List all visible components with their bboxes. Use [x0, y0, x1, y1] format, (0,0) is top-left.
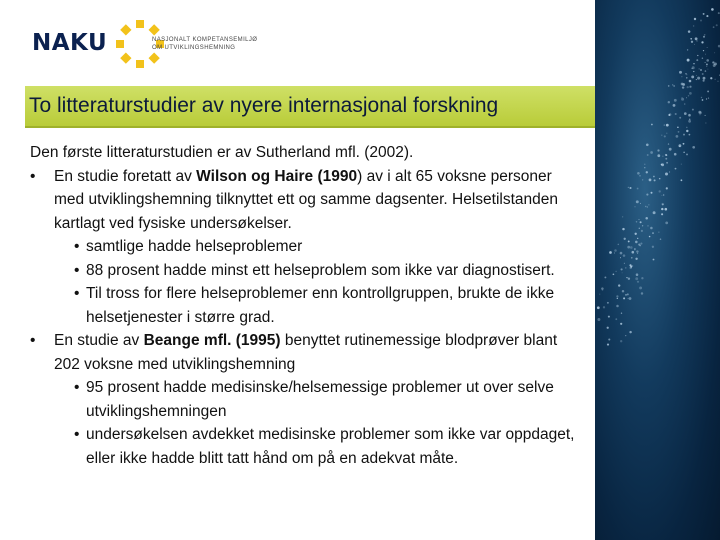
particle	[629, 297, 632, 300]
particle	[702, 99, 704, 101]
particle	[703, 80, 705, 82]
particle	[640, 203, 641, 204]
particle	[640, 221, 642, 223]
finding-text: samtlige hadde helseproblemer	[86, 238, 303, 255]
finding-text: Til tross for flere helseproblemer enn kontrollgruppen, brukte de ikke helsetjenester i større grad.	[86, 285, 555, 326]
slide-body	[30, 141, 580, 470]
particle	[701, 97, 702, 98]
particle	[668, 143, 669, 144]
particle	[682, 86, 684, 88]
particle	[716, 24, 718, 26]
particle	[647, 225, 648, 226]
particle	[665, 158, 667, 160]
particle	[604, 276, 606, 278]
particle	[694, 18, 696, 20]
finding-text: 88 prosent hadde minst ett helseproblem som ikke var diagnostisert.	[86, 261, 555, 279]
bullet: •	[30, 332, 36, 349]
particle	[634, 250, 635, 251]
particle	[649, 179, 652, 182]
particle	[689, 134, 691, 136]
particle	[631, 257, 633, 259]
particle	[689, 119, 691, 121]
particle	[674, 153, 677, 156]
particle	[683, 143, 685, 145]
particle	[603, 306, 605, 308]
particle	[693, 25, 694, 26]
particle	[624, 263, 625, 264]
particle	[637, 188, 639, 190]
slide-title-bar	[25, 86, 595, 128]
particle	[692, 146, 695, 149]
particle	[636, 221, 638, 223]
logo-subtitle-line2: OM UTVIKLINGSHEMNING	[152, 45, 236, 51]
particle	[700, 20, 702, 22]
particle	[647, 154, 649, 156]
particle	[597, 306, 600, 309]
particle	[703, 36, 705, 38]
particle	[618, 284, 620, 286]
particle	[624, 238, 626, 240]
particle	[666, 187, 668, 189]
particle	[683, 134, 685, 136]
particle	[637, 238, 638, 239]
particle	[661, 135, 662, 136]
study-reference: Wilson og Haire (1990	[196, 167, 358, 185]
particle	[607, 302, 609, 304]
particle	[613, 273, 615, 275]
particle	[660, 238, 662, 240]
particle	[657, 154, 660, 157]
particle	[636, 273, 639, 276]
particle	[616, 295, 618, 297]
particle	[675, 168, 677, 170]
particle	[614, 253, 615, 254]
particle	[642, 225, 643, 226]
decorative-side-panel	[595, 0, 720, 540]
particle	[646, 194, 648, 196]
sun-ray	[148, 52, 159, 63]
particle	[639, 219, 640, 220]
particle	[688, 114, 691, 117]
particle	[702, 73, 704, 75]
bullet: •	[74, 238, 80, 255]
logo-subtitle-line1: NASJONALT KOMPETANSEMILJØ	[152, 37, 258, 43]
particle	[625, 335, 626, 336]
findings-list	[30, 376, 580, 470]
particle	[652, 232, 654, 234]
particle	[625, 294, 627, 296]
particle	[608, 316, 610, 318]
particle	[679, 117, 681, 119]
particle	[623, 254, 626, 257]
findings-list	[30, 235, 580, 329]
particle	[678, 144, 681, 147]
study-reference: Beange mfl. (1995)	[143, 332, 281, 349]
particle	[688, 30, 691, 32]
particle	[688, 120, 691, 123]
particle	[639, 228, 640, 229]
finding-item	[30, 376, 580, 423]
particle	[615, 318, 617, 320]
particle	[704, 34, 706, 36]
bullet: •	[74, 426, 80, 443]
particle	[700, 69, 702, 71]
particle	[651, 124, 653, 126]
particle	[694, 44, 695, 45]
particle	[662, 156, 663, 157]
particle	[652, 246, 654, 248]
particle	[653, 211, 656, 214]
particle	[687, 86, 689, 88]
particle	[657, 149, 659, 151]
particle	[664, 135, 666, 137]
particle	[687, 59, 690, 62]
sun-ray	[116, 40, 124, 48]
particle	[673, 85, 674, 86]
particle	[689, 80, 692, 83]
particle	[705, 62, 706, 63]
slide-title: To litteraturstudier av nyere internasjonal forskning	[29, 94, 499, 117]
particle	[621, 268, 623, 270]
particle	[692, 66, 695, 69]
study-text-post: benyttet rutinemessige blodprøver blant 202 voksne med utviklingshemning	[54, 332, 558, 373]
finding-text: undersøkelsen avdekket medisinske problemer som ikke var oppdaget, eller ikke hadde blitt tatt hånd om på en adekvat måte.	[86, 426, 575, 467]
particle	[705, 54, 706, 55]
particle	[668, 101, 670, 103]
particle	[618, 244, 620, 246]
particle	[672, 84, 673, 85]
particle	[706, 63, 708, 65]
particle	[649, 236, 651, 238]
study-text-pre: En studie foretatt av	[54, 167, 197, 185]
particle	[714, 52, 715, 53]
particle	[621, 313, 622, 314]
particle	[635, 277, 638, 280]
particle	[602, 289, 603, 290]
finding-item	[30, 423, 580, 470]
particle	[651, 192, 653, 194]
particle	[668, 114, 670, 116]
particle	[661, 213, 663, 215]
particle	[688, 95, 690, 97]
particle	[620, 323, 622, 325]
particle	[634, 206, 635, 207]
particle-texture	[595, 0, 720, 540]
particle	[665, 222, 668, 225]
particle	[617, 298, 618, 299]
particle	[711, 8, 714, 11]
particle	[696, 75, 697, 76]
particle	[644, 167, 645, 168]
particle	[684, 112, 687, 115]
particle	[713, 26, 715, 28]
particle	[625, 267, 626, 268]
particle	[668, 85, 670, 87]
particle	[635, 241, 638, 244]
particle	[615, 271, 616, 272]
particle	[686, 97, 687, 98]
particle	[609, 251, 612, 254]
particle	[628, 187, 629, 188]
particle	[706, 66, 707, 67]
particle	[666, 133, 667, 134]
logo-wordmark: NAKU	[32, 30, 108, 56]
sun-ray	[136, 20, 144, 28]
particle	[654, 179, 656, 181]
bullet: •	[30, 167, 36, 185]
particle	[647, 206, 648, 207]
particle	[620, 257, 621, 258]
particle	[661, 208, 663, 210]
particle	[705, 70, 707, 72]
particle	[664, 208, 667, 211]
particle	[715, 79, 716, 80]
sun-ray	[136, 60, 144, 68]
finding-text: 95 prosent hadde medisinske/helsemessige problemer ut over selve utviklingshemningen	[86, 379, 554, 420]
particle	[679, 146, 680, 147]
particle	[637, 172, 640, 175]
particle	[635, 233, 637, 235]
particle	[627, 293, 629, 295]
particle	[686, 130, 688, 132]
particle	[674, 99, 677, 102]
intro-text: Den første litteraturstudien er av Sutherland mfl. (2002).	[30, 144, 414, 161]
particle	[702, 58, 703, 59]
study-text-post: ) av i alt 65 voksne personer med utviklingshemning tilknyttet ett og samme dagsenter. Helsetilstanden kartlagt ved fysiske undersøkelser.	[54, 167, 559, 232]
particle	[703, 13, 705, 15]
particle	[681, 179, 683, 181]
particle	[675, 113, 677, 115]
particle	[637, 253, 638, 254]
finding-item	[30, 235, 580, 259]
particle	[636, 250, 638, 252]
particle	[706, 59, 709, 62]
particle	[597, 318, 600, 321]
particle	[696, 79, 697, 80]
particle	[697, 55, 698, 56]
studies-list	[30, 165, 580, 471]
particle	[705, 122, 706, 123]
particle	[653, 259, 655, 261]
sun-ray	[120, 52, 131, 63]
particle	[645, 206, 646, 207]
particle	[636, 200, 639, 203]
particle	[681, 76, 682, 77]
particle	[632, 251, 635, 254]
particle	[616, 305, 619, 308]
particle	[634, 248, 636, 250]
particle	[646, 171, 648, 173]
particle	[629, 331, 631, 333]
particle	[693, 63, 694, 64]
particle	[686, 153, 688, 155]
particle	[641, 292, 643, 294]
sun-ray	[120, 24, 131, 35]
particle	[648, 204, 649, 205]
particle	[639, 175, 641, 177]
particle	[620, 252, 623, 255]
bullet: •	[74, 261, 80, 279]
study-text-pre: En studie av	[54, 332, 144, 349]
particle	[620, 340, 622, 342]
particle	[717, 81, 718, 82]
particle	[665, 154, 667, 156]
particle	[701, 41, 703, 43]
particle	[697, 77, 700, 80]
particle	[695, 37, 698, 40]
particle	[705, 115, 706, 116]
particle	[631, 265, 633, 267]
particle	[658, 232, 659, 233]
particle	[608, 338, 610, 340]
particle	[700, 114, 701, 115]
particle	[622, 216, 623, 217]
bullet: •	[74, 379, 80, 396]
particle	[683, 152, 684, 153]
particle	[669, 172, 670, 173]
particle	[630, 246, 633, 249]
particle	[703, 77, 706, 80]
particle	[677, 127, 679, 129]
particle	[685, 73, 687, 75]
particle	[686, 74, 687, 75]
particle	[622, 272, 623, 273]
particle	[641, 277, 643, 279]
particle	[639, 245, 640, 246]
particle	[661, 195, 662, 196]
particle	[687, 49, 688, 50]
particle	[628, 277, 630, 279]
particle	[627, 246, 630, 249]
particle	[673, 104, 676, 107]
particle	[622, 228, 624, 230]
particle	[628, 298, 629, 299]
particle	[637, 281, 639, 283]
particle	[629, 187, 631, 189]
bullet: •	[74, 285, 80, 302]
particle	[681, 164, 682, 165]
particle	[635, 258, 637, 260]
particle	[628, 240, 630, 242]
particle	[650, 227, 653, 230]
particle	[681, 98, 684, 101]
particle	[666, 124, 669, 127]
particle	[599, 294, 600, 295]
particle	[691, 75, 694, 78]
particle	[614, 249, 617, 252]
study-item	[30, 329, 580, 470]
particle	[706, 98, 707, 99]
particle	[703, 50, 704, 51]
particle	[707, 47, 708, 48]
particle	[678, 131, 680, 133]
finding-item	[30, 259, 580, 283]
particle	[696, 59, 698, 61]
particle	[707, 90, 709, 92]
particle	[641, 230, 643, 232]
particle	[707, 69, 708, 70]
particle	[681, 83, 684, 86]
particle	[676, 135, 679, 138]
particle	[686, 77, 687, 78]
particle	[639, 286, 642, 289]
sun-ray	[148, 24, 159, 35]
particle	[710, 77, 712, 79]
particle	[626, 277, 627, 278]
particle	[659, 190, 661, 192]
particle	[696, 40, 698, 42]
particle	[645, 217, 648, 220]
particle	[706, 15, 708, 17]
particle	[692, 109, 694, 111]
particle	[662, 204, 664, 206]
naku-logo	[30, 14, 270, 74]
particle	[665, 173, 668, 176]
particle	[679, 71, 682, 74]
particle	[640, 243, 642, 245]
particle	[699, 111, 702, 114]
particle	[681, 97, 682, 98]
particle	[607, 327, 609, 329]
particle	[646, 143, 649, 146]
particle	[684, 103, 686, 105]
particle	[699, 68, 700, 69]
particle	[712, 61, 714, 63]
particle	[690, 38, 692, 40]
particle	[691, 41, 693, 43]
particle	[650, 151, 653, 154]
particle	[622, 290, 624, 292]
particle	[708, 98, 709, 99]
particle	[669, 148, 672, 151]
particle	[664, 124, 665, 125]
study-item	[30, 165, 580, 330]
particle	[689, 92, 692, 95]
particle	[663, 194, 664, 195]
particle	[644, 164, 645, 165]
particle	[661, 163, 664, 166]
particle	[686, 127, 688, 129]
particle	[623, 297, 625, 299]
particle	[666, 162, 668, 164]
particle	[659, 178, 661, 180]
finding-item	[30, 282, 580, 329]
particle	[607, 344, 609, 346]
particle	[653, 176, 655, 178]
particle	[689, 86, 691, 88]
logo-subtitle	[152, 36, 257, 52]
particle	[642, 179, 643, 180]
particle	[693, 71, 694, 72]
